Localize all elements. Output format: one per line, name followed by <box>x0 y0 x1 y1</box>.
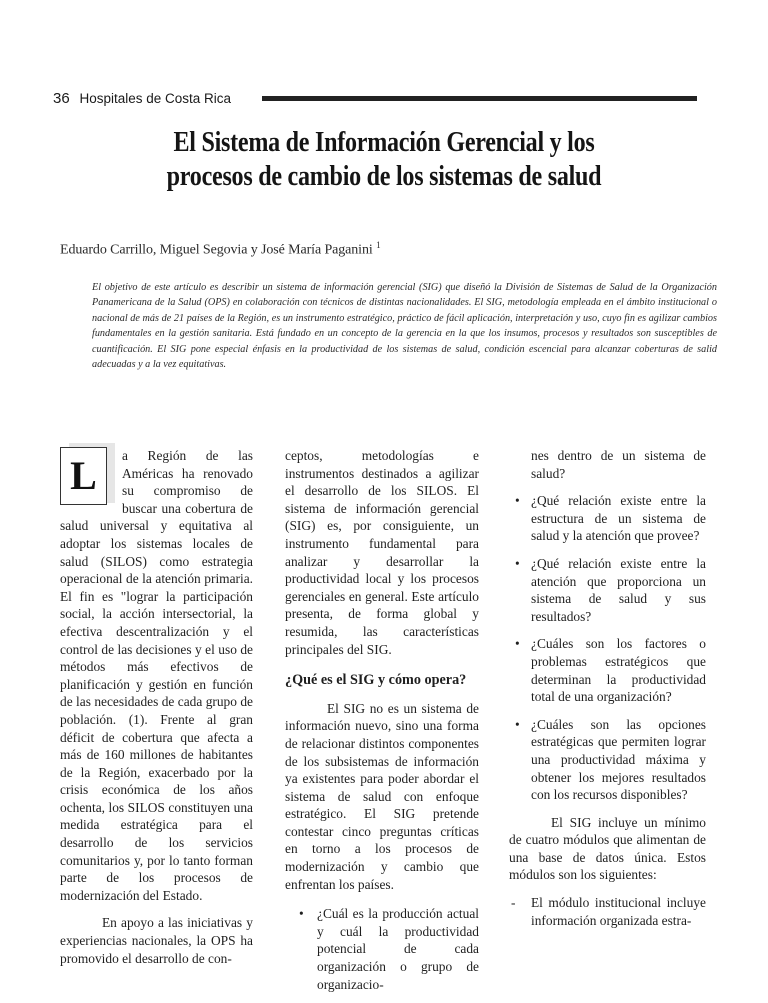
question-item: • ¿Cuáles son los factores o problemas estratégicos que determinan la productividad total de una organización? <box>515 636 706 705</box>
question-list <box>285 905 479 993</box>
authors: Eduardo Carrillo, Miguel Segovia y José María Paganini <box>60 242 373 258</box>
question-item: • ¿Cuál es la producción actual y cuál la productividad potencial de cada organización o grupo de organizacio- <box>299 906 479 992</box>
question-item: • ¿Qué relación existe entre la estructura de un sistema de salud y la atención que provee? <box>515 493 706 544</box>
question-item: • ¿Cuáles son las opciones estratégicas que permiten lograr una productividad máxima y obtener los mejores resultados con los recursos disponibles? <box>515 716 706 803</box>
author-line <box>60 240 380 259</box>
paragraph-2-start: En apoyo a las iniciativas y experiencias nacionales, la OPS ha promovido el desarrollo de con- <box>60 915 253 966</box>
dash-icon: - <box>511 895 516 911</box>
section-heading: ¿Qué es el SIG y cómo opera? <box>285 672 467 689</box>
paragraph-3: El SIG no es un sistema de información nuevo, sino una forma de relacionar distintos componentes de los subsistemas de información ya existentes para poder abordar el sistema de salud con enfoque estratégico. El SIG pretende contestar cinco preguntas críticas en torno a los procesos de modernización y cambio que enfrentan los países. <box>285 700 479 892</box>
bullet-icon: • <box>299 906 304 922</box>
drop-cap: L <box>60 447 107 505</box>
module-list <box>509 894 706 929</box>
column-2 <box>285 447 479 1003</box>
column-1 <box>60 447 253 967</box>
bullet-icon: • <box>515 636 520 652</box>
bullet-icon: • <box>515 716 520 732</box>
paragraph-4: El SIG incluye un mínimo de cuatro módulos que alimentan de una base de datos única. Estos módulos son los siguientes: <box>509 814 706 883</box>
bullet-icon: • <box>515 493 520 509</box>
column-3 <box>509 447 706 929</box>
running-head <box>53 90 231 107</box>
question-continued: nes dentro de un sistema de salud? <box>531 448 706 481</box>
title-line-2: procesos de cambio de los sistemas de salud <box>166 161 602 192</box>
article-title <box>105 126 662 194</box>
drop-cap-box <box>60 447 118 509</box>
question-list-cont <box>509 492 706 804</box>
author-footnote-mark: 1 <box>376 240 381 250</box>
page-number: 36 <box>53 90 70 107</box>
bullet-icon: • <box>515 555 520 571</box>
intro-paragraph: a Región de las Américas ha renovado su compromiso de buscar una cobertura de salud universal y equitativa al adoptar los sistemas locales de salud (SILOS) como estrategia operacional de la atención primaria. El fin es "lograr la participación social, la acción intersectorial, la efectiva descentralización y el control de las decisiones y el uso de métodos más efectivos de planificación y gestión en función de las necesidades de cada grupo de población. (1). Frente al gran déficit de cobertura que afecta a más de 160 millones de habitantes de la Región, exacerbado por la crisis económica de los años ochenta, los SILOS constituyen una medida estratégica para el desarrollo de los servicios comunitarios y, por lo tanto forman parte de los procesos de modernización del Estado. <box>60 448 253 903</box>
paragraph-2-continued: ceptos, metodologías e instrumentos destinados a agilizar el desarrollo de los SILOS. El sistema de información gerencial (SIG) es, por consiguiente, un instrumento fundamental para analizar y desarrollar la productividad local y los procesos gerenciales en general. Este artículo presenta, de forma global y resumida, las características principales del SIG. <box>285 448 479 657</box>
journal-name: Hospitales de Costa Rica <box>79 91 232 106</box>
header-rule <box>262 96 697 101</box>
module-item: - El módulo institucional incluye información organizada estra- <box>511 895 706 928</box>
title-line-1: El Sistema de Información Gerencial y los <box>173 127 595 158</box>
abstract: El objetivo de este artículo es describir un sistema de información gerencial (SIG) que diseñó la División de Sistemas de Salud de la Organización Panamericana de la Salud (OPS) en colaboración con técnicos de distintas nacionalidades. El SIG, metodología empleada en el ámbito institucional o nacional de más de 21 países de la Región, es un instrumento estratégico, práctico de fácil aplicación, interpretación y uso, cuyo fin es agilizar cambios fundamentales en la gestión sanitaria. Está fundado en un concepto de la gerencia en la que los insumos, procesos y resultados son susceptibles de cuantificación. El SIG pone especial énfasis en la productividad de los sistemas de salud, condición escencial para alcanzar coberturas de salid adecuadas y a la vez equitativas. <box>92 282 717 371</box>
question-item: • ¿Qué relación existe entre la atención que proporciona un sistema de salud y sus resultados? <box>515 555 706 624</box>
